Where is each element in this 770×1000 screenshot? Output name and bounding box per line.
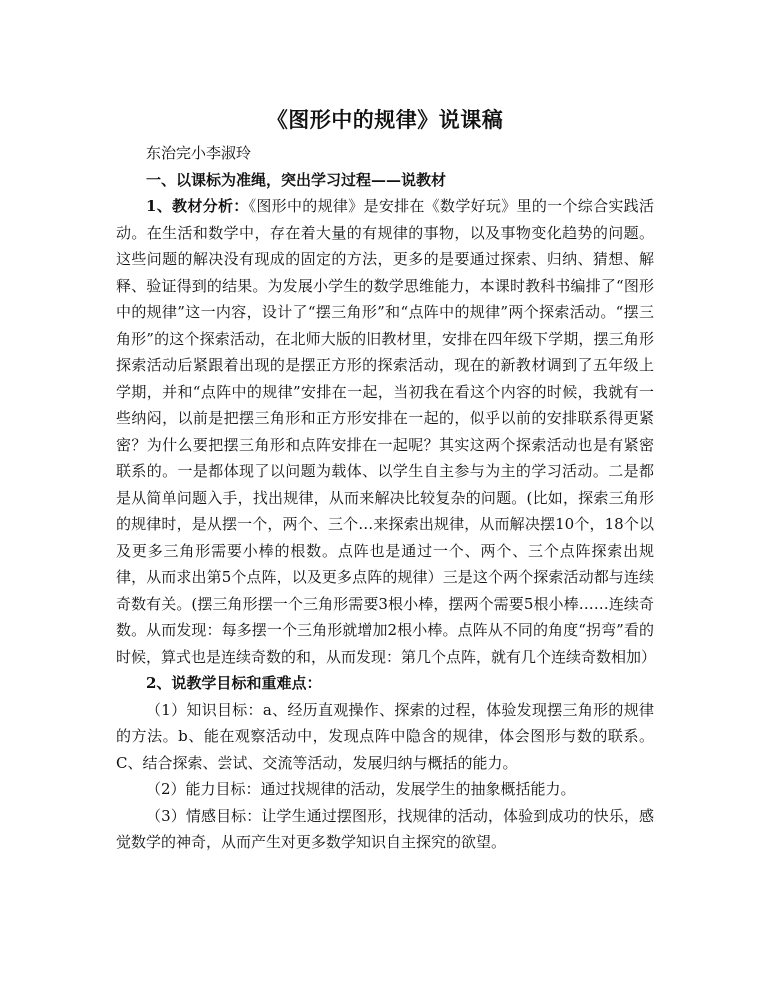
- author-line: 东治完小李淑玲: [146, 144, 252, 162]
- goal-knowledge: （1）知识目标：a、经历直观操作、探索的过程，体验发现摆三角形的规律的方法。b、能在观察活动中，发现点阵中隐含的规律，体会图形与数的联系。C、结合探索、尝试、交流等活动，发展归纳与概括的能力。: [116, 700, 654, 772]
- section-heading-1: 一、以课标为准绳，突出学习过程——说教材: [146, 170, 447, 189]
- goal-emotion: （3）情感目标：让学生通过摆图形，找规律的活动，体验到成功的快乐，感觉数学的神奇，从而产生对更多数学知识自主探究的欲望。: [116, 806, 654, 851]
- paragraph-label: 1、教材分析：: [146, 197, 249, 215]
- document-body: [116, 140, 657, 856]
- goal-ability: （2）能力目标：通过找规律的活动，发展学生的抽象概括能力。: [146, 780, 576, 798]
- page-title: 《图形中的规律》说课稿: [266, 107, 504, 132]
- paragraph-text: 《图形中的规律》是安排在《数学好玩》里的一个综合实践活动。在生活和数学中，存在着大量的有规律的事物，以及事物变化趋势的问题。这些问题的解决没有现成的固定的方法，更多的是要通过探索、归纳、猜想、解释、验证得到的结果。为发展小学生的数学思维能力，本课时教科书编排了“图形中的规律”这一内容，设计了“摆三角形”和“点阵中的规律”两个探索活动。“摆三角形”的这个探索活动，在北师大版的旧教材里，安排在四年级下学期，摆三角形探索活动后紧跟着出现的是摆正方形的探索活动，现在的新教材调到了五年级上学期，并和“点阵中的规律”安排在一起，当初我在看这个内容的时候，我就有一些纳闷，以前是把摆三角形和正方形安排在一起的，似乎以前的安排联系得更紧密？为什么要把摆三角形和点阵安排在一起呢？其实这两个探索活动也是有紧密联系的。一是都体现了以问题为载体、以学生自主参与为主的学习活动。二是都是从简单问题入手，找出规律，从而来解决比较复杂的问题。(比如，探索三角形的规律时，是从摆一个，两个、三个…来探索出规律，从而解决摆10个，18个以及更多三角形需要小棒的根数。点阵也是通过一个、两个、三个点阵探索出规律，从而求出第5个点阵，以及更多点阵的规律）三是这个两个探索活动都与连续奇数有关。(摆三角形摆一个三角形需要3根小棒，摆两个需要5根小棒……连续奇数。从而发现：每多摆一个三角形就增加2根小棒。点阵从不同的角度“拐弯”看的时候，算式也是连续奇数的和，从而发现：第几个点阵，就有几个连续奇数相加）: [116, 197, 657, 666]
- paragraph-material-analysis: [116, 193, 657, 670]
- section-heading-2: 2、说教学目标和重难点：: [146, 674, 322, 692]
